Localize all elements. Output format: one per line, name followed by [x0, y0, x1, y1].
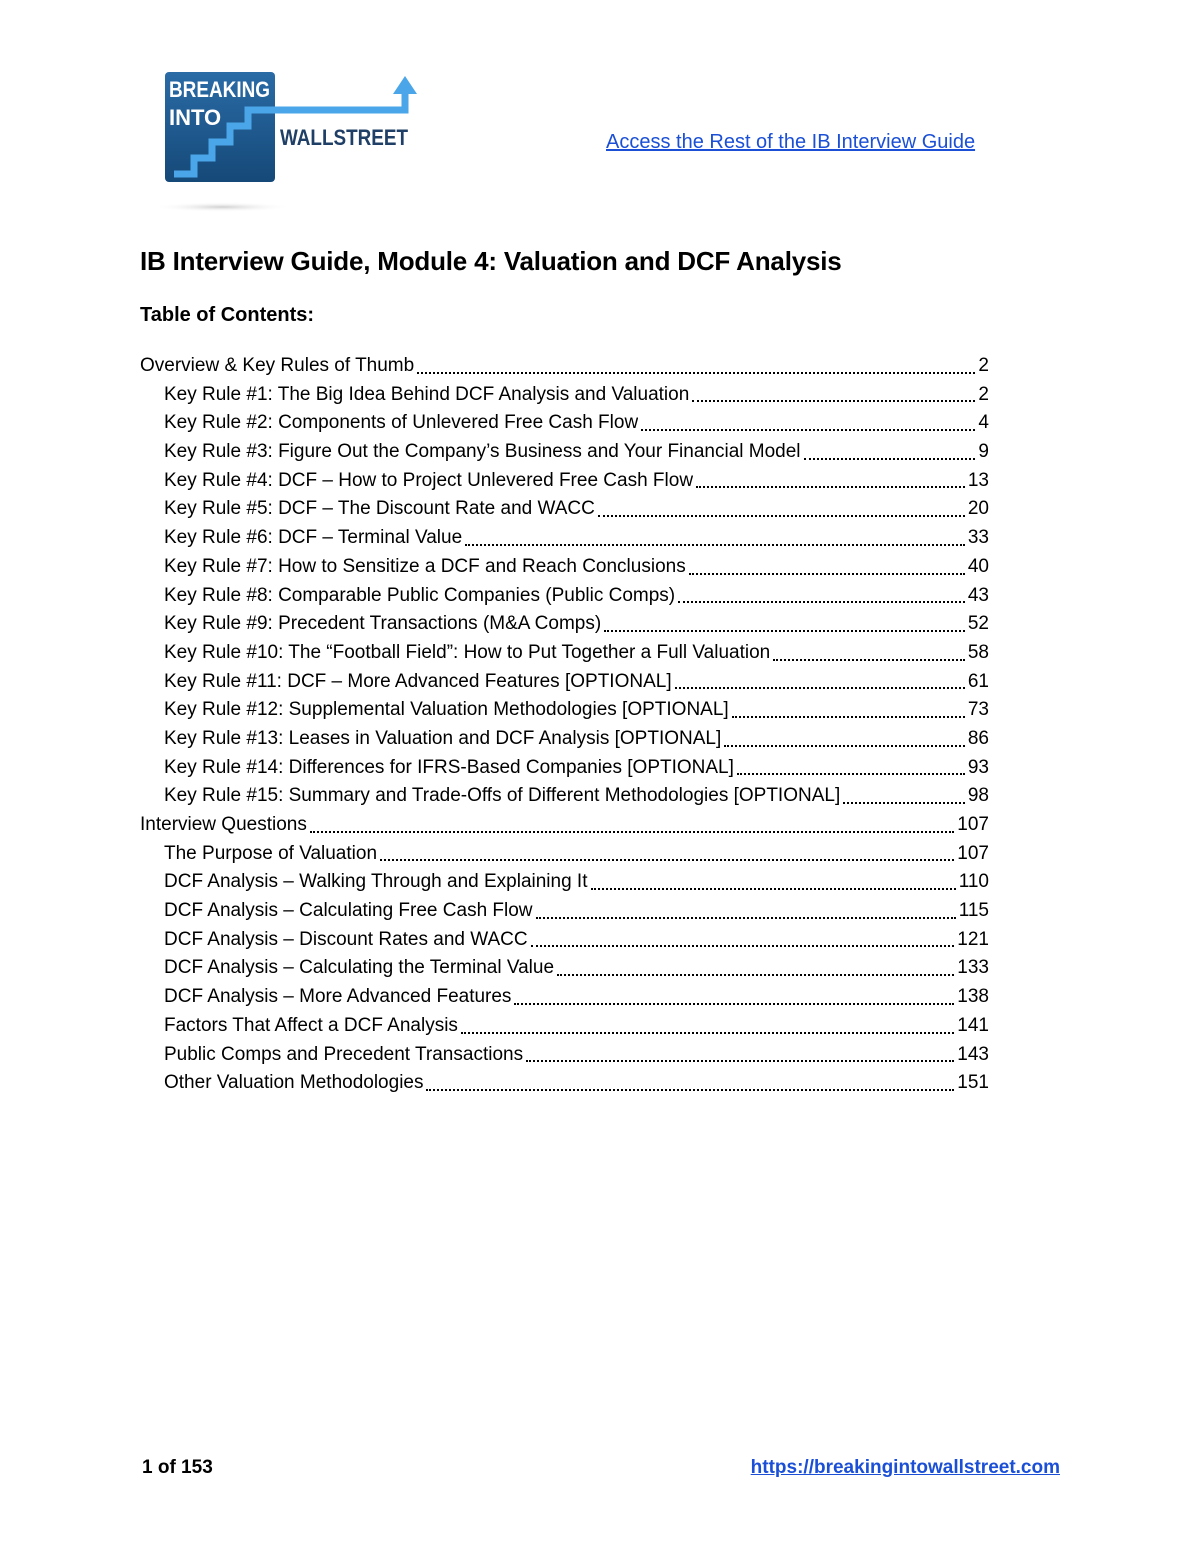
website-link[interactable]: https://breakingintowallstreet.com	[750, 1457, 1060, 1478]
toc-entry[interactable]	[140, 1069, 989, 1098]
toc-entry-page: 151	[957, 1072, 989, 1094]
toc-entry-page: 52	[967, 613, 989, 635]
toc-entry[interactable]	[140, 582, 989, 611]
toc-entry-page: 115	[958, 900, 989, 922]
toc-entry-label: Key Rule #7: How to Sensitize a DCF and Reach Conclusions	[164, 555, 686, 577]
toc-entry-label: DCF Analysis – More Advanced Features	[164, 986, 512, 1008]
toc-entry-page: 121	[957, 928, 989, 950]
toc-leader-dots	[804, 457, 976, 460]
toc-entry[interactable]	[140, 811, 989, 840]
toc-entry[interactable]	[140, 983, 989, 1012]
toc-leader-dots	[724, 744, 965, 747]
toc-entry-page: 86	[967, 727, 989, 749]
toc-leader-dots	[557, 973, 954, 976]
toc-entry[interactable]	[140, 725, 989, 754]
logo-text-breaking: BREAKING	[169, 77, 270, 102]
toc-leader-dots	[531, 944, 955, 947]
toc-entry-page: 43	[967, 584, 989, 606]
toc-entry-label: Key Rule #13: Leases in Valuation and DCF Analysis [OPTIONAL]	[164, 727, 722, 749]
toc-entry[interactable]	[140, 467, 989, 496]
toc-entry-page: 107	[957, 842, 989, 864]
toc-entry-label: Key Rule #5: DCF – The Discount Rate and WACC	[164, 498, 595, 520]
toc-entry[interactable]	[140, 553, 989, 582]
breaking-into-wallstreet-logo	[160, 70, 428, 215]
toc-entry-page: 93	[967, 756, 989, 778]
access-guide-link[interactable]: Access the Rest of the IB Interview Guide	[606, 131, 976, 153]
toc-entry-label: The Purpose of Valuation	[164, 842, 378, 864]
toc-leader-dots	[310, 830, 954, 833]
toc-leader-dots	[678, 600, 965, 603]
toc-entry-label: Key Rule #14: Differences for IFRS-Based Companies [OPTIONAL]	[164, 756, 734, 778]
toc-leader-dots	[536, 916, 956, 919]
toc-leader-dots	[696, 485, 965, 488]
toc-entry-page: 20	[967, 498, 989, 520]
toc-leader-dots	[641, 428, 975, 431]
toc-entry-page: 58	[967, 641, 989, 663]
toc-leader-dots	[514, 1002, 954, 1005]
toc-leader-dots	[380, 858, 954, 861]
toc-entry-label: Other Valuation Methodologies	[164, 1072, 424, 1094]
toc-entry-label: Key Rule #12: Supplemental Valuation Methodologies [OPTIONAL]	[164, 699, 729, 721]
toc-leader-dots	[604, 629, 965, 632]
toc-entry-page: 143	[957, 1043, 989, 1065]
toc-entry-label: Overview & Key Rules of Thumb	[140, 355, 415, 376]
toc-entry-label: Key Rule #10: The “Football Field”: How to Put Together a Full Valuation	[164, 641, 771, 663]
toc-entry-page: 40	[967, 555, 989, 577]
toc-entry-label: Key Rule #2: Components of Unlevered Free Cash Flow	[164, 412, 639, 434]
toc-leader-dots	[598, 514, 965, 517]
toc-entry[interactable]	[140, 868, 989, 897]
toc-entry[interactable]	[140, 352, 989, 381]
toc-entry-page: 33	[967, 527, 989, 549]
toc-entry[interactable]	[140, 1012, 989, 1041]
toc-leader-dots	[465, 543, 965, 546]
toc-entry[interactable]	[140, 409, 989, 438]
toc-entry-page: 9	[978, 441, 989, 463]
toc-leader-dots	[426, 1088, 954, 1091]
toc-entry-label: Key Rule #3: Figure Out the Company’s Business and Your Financial Model	[164, 441, 801, 463]
toc-entry[interactable]	[140, 524, 989, 553]
toc-entry-label: DCF Analysis – Discount Rates and WACC	[164, 928, 528, 950]
toc-entry-label: Key Rule #4: DCF – How to Project Unlevered Free Cash Flow	[164, 469, 694, 491]
toc-entry-label: Key Rule #8: Comparable Public Companies (Public Comps)	[164, 584, 676, 606]
toc-entry-page: 73	[967, 699, 989, 721]
toc-entry-page: 4	[978, 412, 989, 434]
logo-text-into: INTO	[169, 105, 222, 130]
toc-entry[interactable]	[140, 438, 989, 467]
toc-entry-label: Factors That Affect a DCF Analysis	[164, 1014, 458, 1036]
toc-entry-page: 13	[967, 469, 989, 491]
toc-entry-label: Public Comps and Precedent Transactions	[164, 1043, 524, 1065]
toc-entry[interactable]	[140, 381, 989, 410]
toc-entry-label: Interview Questions	[140, 814, 307, 835]
toc-leader-dots	[773, 658, 965, 661]
toc-entry-page: 110	[958, 871, 989, 893]
toc-entry-label: Key Rule #9: Precedent Transactions (M&A Comps)	[164, 613, 602, 635]
toc-entry-page: 2	[978, 355, 989, 376]
toc-entry-page: 138	[957, 986, 989, 1008]
toc-entry[interactable]	[140, 926, 989, 955]
toc-entry[interactable]	[140, 840, 989, 869]
toc-entry[interactable]	[140, 495, 989, 524]
toc-entry[interactable]	[140, 610, 989, 639]
toc-entry-page: 133	[957, 957, 989, 979]
toc-entry[interactable]	[140, 668, 989, 697]
toc-leader-dots	[689, 572, 965, 575]
toc-entry-page: 107	[957, 814, 989, 835]
toc-leader-dots	[732, 715, 965, 718]
toc-entry[interactable]	[140, 782, 989, 811]
toc-entry[interactable]	[140, 1041, 989, 1070]
document-title: IB Interview Guide, Module 4: Valuation and DCF Analysis	[140, 246, 842, 276]
toc-leader-dots	[526, 1059, 954, 1062]
toc-entry-page: 61	[967, 670, 989, 692]
toc-entry[interactable]	[140, 696, 989, 725]
toc-entry[interactable]	[140, 639, 989, 668]
toc-leader-dots	[417, 371, 975, 374]
toc-entry-label: Key Rule #11: DCF – More Advanced Features [OPTIONAL]	[164, 670, 672, 692]
toc-entry-page: 2	[978, 383, 989, 405]
toc-entry[interactable]	[140, 897, 989, 926]
table-of-contents	[140, 352, 989, 1098]
toc-leader-dots	[843, 801, 965, 804]
toc-entry[interactable]	[140, 754, 989, 783]
toc-leader-dots	[461, 1031, 954, 1034]
page-number: 1 of 153	[142, 1457, 213, 1478]
toc-entry[interactable]	[140, 954, 989, 983]
toc-entry-label: DCF Analysis – Calculating Free Cash Flow	[164, 900, 533, 922]
toc-entry-label: Key Rule #15: Summary and Trade-Offs of Different Methodologies [OPTIONAL]	[164, 785, 841, 807]
toc-entry-label: Key Rule #1: The Big Idea Behind DCF Analysis and Valuation	[164, 383, 690, 405]
toc-entry-label: Key Rule #6: DCF – Terminal Value	[164, 527, 463, 549]
toc-heading: Table of Contents:	[140, 304, 315, 326]
toc-entry-page: 141	[957, 1014, 989, 1036]
logo-text-wallstreet: WALLSTREET	[280, 125, 409, 150]
toc-leader-dots	[737, 772, 965, 775]
toc-leader-dots	[692, 399, 975, 402]
toc-leader-dots	[591, 887, 956, 890]
toc-entry-page: 98	[967, 785, 989, 807]
toc-entry-label: DCF Analysis – Walking Through and Explaining It	[164, 871, 588, 893]
toc-entry-label: DCF Analysis – Calculating the Terminal Value	[164, 957, 555, 979]
toc-leader-dots	[675, 686, 965, 689]
